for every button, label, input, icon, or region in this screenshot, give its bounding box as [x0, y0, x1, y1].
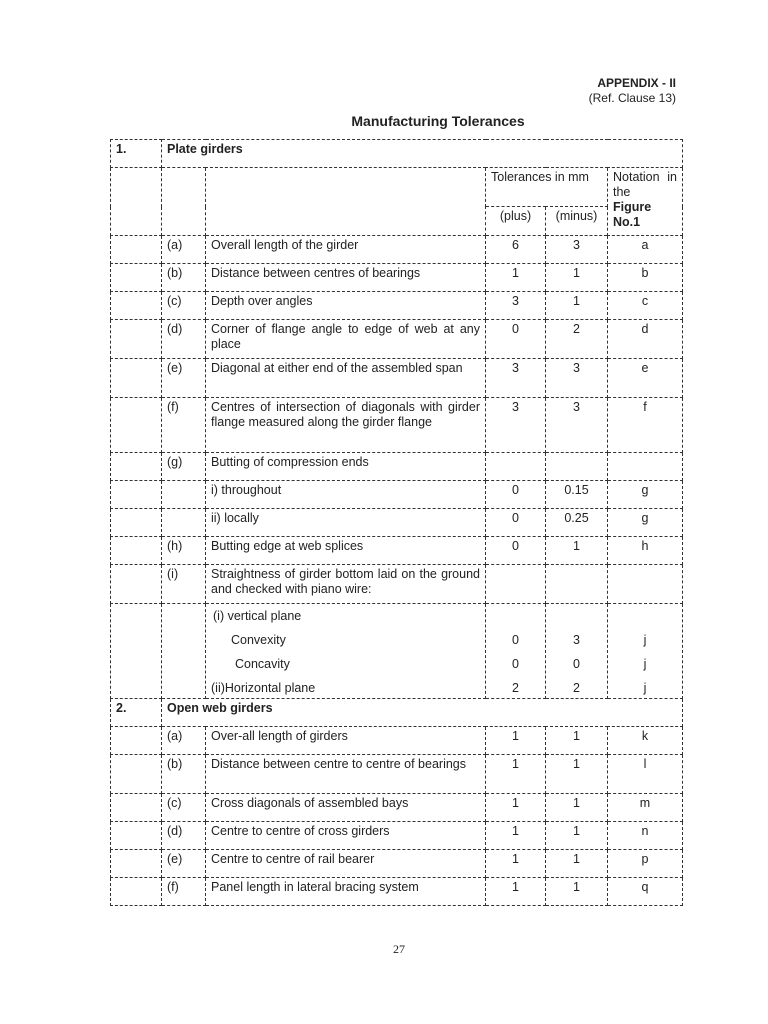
row-minus: 1	[546, 755, 608, 794]
table-row	[111, 359, 683, 398]
row-description: Over-all length of girders	[206, 727, 486, 755]
row-index: (b)	[162, 264, 206, 292]
row-description: i) throughout	[206, 481, 486, 509]
table-row	[111, 755, 683, 794]
row-notation: m	[608, 794, 683, 822]
row-description: Overall length of the girder	[206, 236, 486, 264]
tolerances-header: Tolerances in mm	[486, 168, 608, 207]
row-minus: 1	[546, 794, 608, 822]
row-notation: q	[608, 878, 683, 906]
table-row	[111, 794, 683, 822]
appendix-header	[589, 76, 676, 105]
row-index: (f)	[162, 398, 206, 453]
row-notation: g	[608, 509, 683, 537]
row-minus: 3	[546, 359, 608, 398]
sub-description: (i) vertical plane	[213, 609, 302, 623]
row-index	[162, 509, 206, 537]
row-notation: k	[608, 727, 683, 755]
section-heading	[111, 140, 683, 168]
row-notation: g	[608, 481, 683, 509]
row-minus: 1	[546, 850, 608, 878]
section-number: 1.	[111, 140, 162, 168]
section-title: Plate girders	[162, 140, 683, 168]
row-minus: 1	[546, 727, 608, 755]
row-minus: 1	[546, 292, 608, 320]
table-row	[111, 878, 683, 906]
row-minus: 1	[546, 878, 608, 906]
sub-minus: 2	[573, 681, 580, 695]
minus-header: (minus)	[546, 207, 608, 236]
row-plus: 1	[486, 878, 546, 906]
row-description: Straightness of girder bottom laid on the ground and checked with piano wire:	[206, 565, 486, 604]
row-plus	[486, 565, 546, 604]
row-plus: 3	[486, 292, 546, 320]
row-minus	[546, 453, 608, 481]
sub-description: (ii)Horizontal plane	[211, 681, 316, 695]
row-plus: 1	[486, 264, 546, 292]
table-row	[111, 398, 683, 453]
row-minus	[546, 565, 608, 604]
row-minus: 3	[546, 398, 608, 453]
clause-reference: (Ref. Clause 13)	[588, 91, 676, 105]
row-notation: e	[608, 359, 683, 398]
row-minus: 2	[546, 320, 608, 359]
section-number: 2.	[111, 699, 162, 727]
table-row	[111, 264, 683, 292]
row-plus: 1	[486, 755, 546, 794]
sub-plus: 0	[512, 633, 519, 647]
row-notation: p	[608, 850, 683, 878]
table-row	[111, 822, 683, 850]
row-plus: 0	[486, 537, 546, 565]
table-row	[111, 481, 683, 509]
row-description: Centre to centre of cross girders	[206, 822, 486, 850]
row-index: (d)	[162, 320, 206, 359]
row-notation: f	[608, 398, 683, 453]
row-plus: 1	[486, 794, 546, 822]
row-plus	[486, 453, 546, 481]
tolerances-table	[110, 139, 683, 906]
table-row	[111, 236, 683, 264]
row-description: Depth over angles	[206, 292, 486, 320]
notation-header-line1: Notation in the	[613, 170, 678, 199]
row-index: (c)	[162, 292, 206, 320]
row-notation	[608, 565, 683, 604]
section-heading	[111, 699, 683, 727]
row-index: (a)	[162, 727, 206, 755]
sub-notation	[613, 609, 677, 633]
row-notation	[608, 453, 683, 481]
row-index: (i)	[162, 565, 206, 604]
row-plus: 0	[486, 509, 546, 537]
sub-minus: 0	[573, 657, 580, 671]
table-row	[111, 509, 683, 537]
row-notation: a	[608, 236, 683, 264]
row-plus: 3	[486, 398, 546, 453]
row-minus: 1	[546, 537, 608, 565]
row-minus: 1	[546, 264, 608, 292]
row-plus: 1	[486, 727, 546, 755]
row-description: Diagonal at either end of the assembled span	[206, 359, 486, 398]
row-index: (f)	[162, 878, 206, 906]
row-description: Panel length in lateral bracing system	[206, 878, 486, 906]
row-notation: n	[608, 822, 683, 850]
row-plus: 1	[486, 822, 546, 850]
page-title: Manufacturing Tolerances	[351, 113, 525, 129]
table-row	[111, 453, 683, 481]
row-minus: 0.25	[546, 509, 608, 537]
row-description: Butting edge at web splices	[206, 537, 486, 565]
row-index: (a)	[162, 236, 206, 264]
row-plus: 0	[486, 320, 546, 359]
sub-plus: 0	[512, 657, 519, 671]
row-description: Distance between centres of bearings	[206, 264, 486, 292]
row-description: ii) locally	[206, 509, 486, 537]
notation-header-line2: Figure No.1	[613, 200, 652, 229]
row-index: (e)	[162, 359, 206, 398]
table-row	[111, 565, 683, 604]
sub-minus	[551, 609, 602, 633]
row-index	[162, 481, 206, 509]
row-description: Cross diagonals of assembled bays	[206, 794, 486, 822]
row-description: Corner of flange angle to edge of web at any place	[206, 320, 486, 359]
row-minus: 3	[546, 236, 608, 264]
sub-notation: j	[643, 657, 647, 671]
plus-header: (plus)	[486, 207, 546, 236]
table-row	[111, 320, 683, 359]
sub-description: Concavity	[235, 657, 290, 671]
row-notation: c	[608, 292, 683, 320]
row-notation: h	[608, 537, 683, 565]
row-plus: 0	[486, 481, 546, 509]
straightness-subrows	[111, 604, 683, 699]
row-index: (b)	[162, 755, 206, 794]
notation-header	[608, 168, 683, 236]
row-plus: 3	[486, 359, 546, 398]
column-header-row	[111, 168, 683, 207]
table-row	[111, 292, 683, 320]
row-description: Centre to centre of rail bearer	[206, 850, 486, 878]
sub-plus: 2	[512, 681, 519, 695]
row-description: Butting of compression ends	[206, 453, 486, 481]
sub-notation: j	[643, 633, 647, 647]
appendix-label: APPENDIX - II	[597, 76, 676, 90]
table-row	[111, 537, 683, 565]
row-notation: d	[608, 320, 683, 359]
sub-plus	[491, 609, 540, 633]
row-index: (e)	[162, 850, 206, 878]
row-index: (d)	[162, 822, 206, 850]
section-title: Open web girders	[162, 699, 683, 727]
row-description: Distance between centre to centre of bearings	[206, 755, 486, 794]
row-index: (c)	[162, 794, 206, 822]
row-minus: 0.15	[546, 481, 608, 509]
row-plus: 1	[486, 850, 546, 878]
table-row	[111, 850, 683, 878]
table-row	[111, 727, 683, 755]
sub-description: Convexity	[231, 633, 286, 647]
row-index: (g)	[162, 453, 206, 481]
row-minus: 1	[546, 822, 608, 850]
sub-notation: j	[643, 681, 647, 695]
row-description: Centres of intersection of diagonals with girder flange measured along the girder flange	[206, 398, 486, 453]
sub-minus: 3	[573, 633, 580, 647]
row-notation: l	[608, 755, 683, 794]
row-notation: b	[608, 264, 683, 292]
row-plus: 6	[486, 236, 546, 264]
row-index: (h)	[162, 537, 206, 565]
page-number: 27	[393, 942, 405, 956]
